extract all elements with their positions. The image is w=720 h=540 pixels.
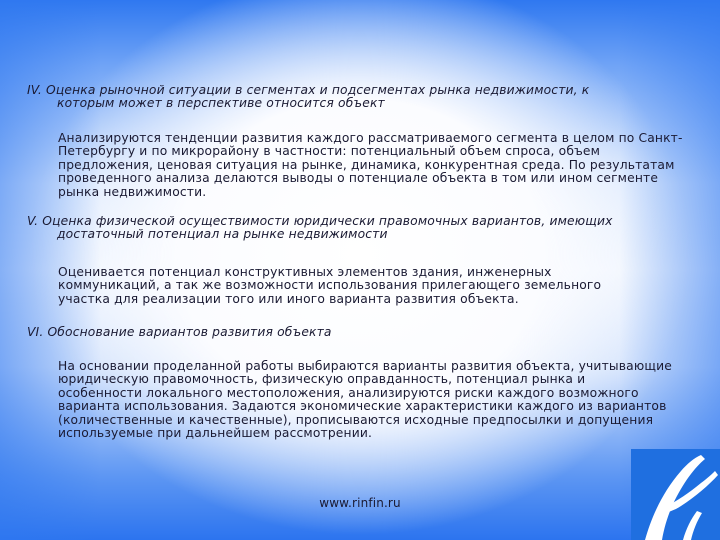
rinfin-logo-mark-icon	[631, 449, 720, 540]
rinfin-logo-icon	[631, 449, 720, 540]
section-5-heading-line2: достаточный потенциал на рынке недвижимости	[57, 227, 388, 242]
section-5-heading	[27, 215, 677, 242]
section-4-heading-line1: IV. Оценка рыночной ситуации в сегментах и подсегментах рынка недвижимости, к	[27, 83, 590, 97]
footer-website-link[interactable]: www.rinfin.ru	[319, 496, 401, 510]
section-4-body: Анализируются тенденции развития каждого рассматриваемого сегмента в целом по Санкт-Петербургу и по микрорайону в частности: потенциальный объем спроса, объем предложения, ценовая ситуация на рынке, динамика, конкурентная среда. По результатам проведенного анализа делаются выводы о потенциале объекта в том или ином сегменте рынка недвижимости.	[58, 131, 683, 199]
section-5-body: Оценивается потенциал конструктивных элементов здания, инженерных коммуникаций, а так же возможности использования прилегающего земельного участка для реализации того или иного варианта развития объекта.	[58, 265, 602, 306]
section-6-heading-line1: VI. Обоснование вариантов развития объекта	[27, 325, 332, 339]
section-6-body: На основании проделанной работы выбираются варианты развития объекта, учитывающие юридическую правомочность, физическую оправданность, потенциал рынка и особенности локального местоположения, анализируются риски каждого возможного варианта использования. Задаются экономические характеристики каждого из вариантов (количественные и качественные), прописываются исходные предпосылки и допущения используемые при дальнейшем рассмотрении.	[58, 359, 672, 441]
section-4-heading-line2: которым может в перспективе относится объект	[57, 96, 385, 111]
section-5-heading-line1: V. Оценка физической осуществимости юридически правомочных вариантов, имеющих	[27, 214, 613, 228]
section-4-heading	[27, 84, 677, 111]
section-6-heading	[27, 326, 677, 339]
